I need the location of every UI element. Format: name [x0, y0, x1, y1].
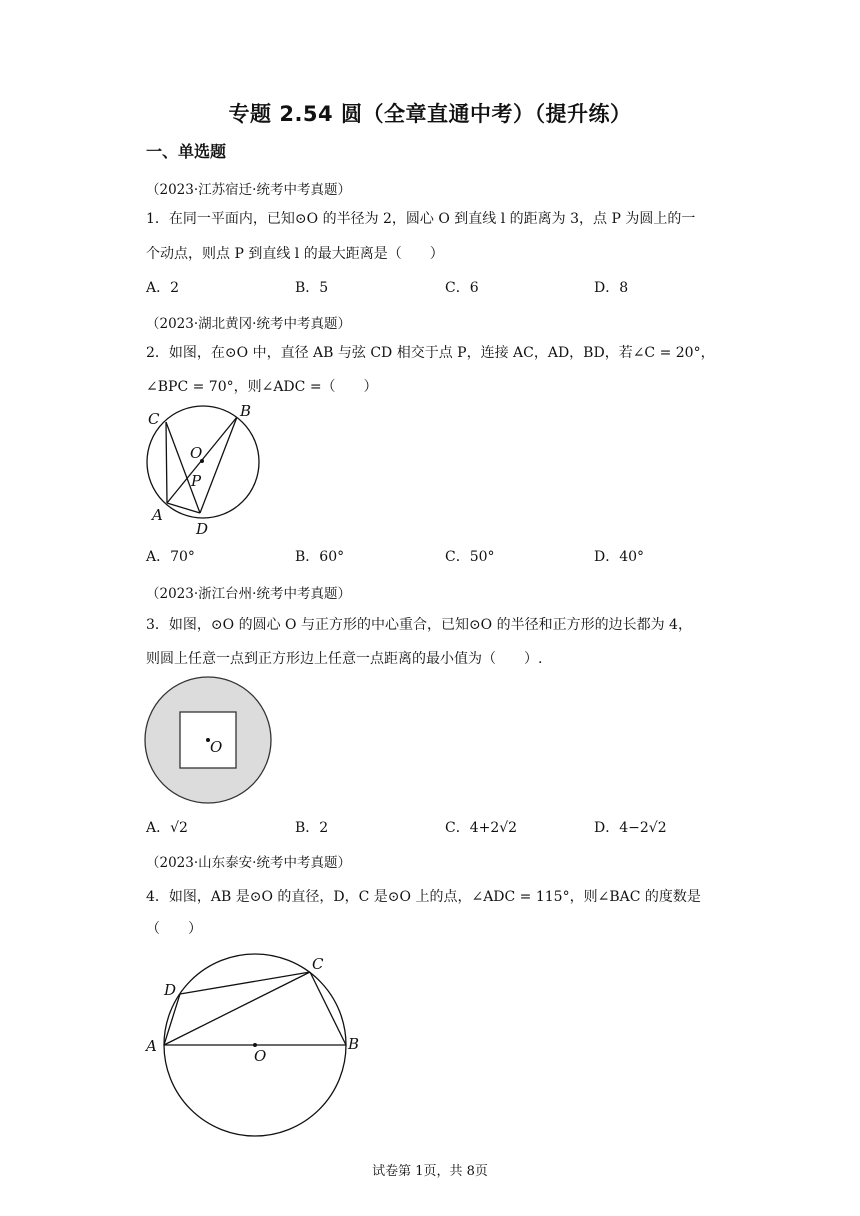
section-heading: 一、单选题 — [146, 142, 227, 161]
question-2-option-d[interactable]: D．40° — [594, 549, 645, 565]
question-1-source: （2023·江苏宿迁·统考中考真题） — [146, 182, 351, 198]
segment-cd — [166, 422, 203, 513]
question-2-option-c[interactable]: C．50° — [445, 549, 495, 565]
label-b: B — [240, 402, 252, 420]
segment-bd — [200, 417, 237, 513]
question-1-text-line1: 1．在同一平面内，已知⊙O 的半径为 2，圆心 O 到直线 l 的距离为 3，点 P 为圆上的一 — [146, 211, 696, 227]
segment-dc — [180, 972, 310, 994]
question-2-text-line1: 2．如图，在⊙O 中，直径 AB 与弦 CD 相交于点 P，连接 AC，AD，BD，若∠C = 20°， — [146, 345, 715, 361]
label-a: A — [152, 506, 163, 524]
question-4-text-line1: 4．如图，AB 是⊙O 的直径，D，C 是⊙O 上的点，∠ADC = 115°，则∠BAC 的度数是 — [146, 889, 701, 905]
page-footer: 试卷第 1页，共 8页 — [372, 1164, 488, 1179]
question-3-figure — [143, 676, 273, 806]
question-3-option-d[interactable]: D．4−2√2 — [594, 820, 667, 836]
question-3-option-a[interactable]: A．√2 — [146, 820, 188, 836]
segment-ca — [166, 422, 167, 503]
label-c: C — [148, 410, 160, 428]
segment-cb — [310, 972, 346, 1045]
label-o: O — [254, 1047, 267, 1065]
label-p: P — [191, 472, 202, 490]
label-o: O — [190, 444, 203, 462]
question-2-option-b[interactable]: B．60° — [295, 549, 345, 565]
question-1-option-d[interactable]: D．8 — [594, 280, 629, 296]
label-d: D — [164, 981, 177, 999]
question-3-text-line2: 则圆上任意一点到正方形边上任意一点距离的最小值为（ ）. — [146, 651, 543, 667]
question-3-option-c[interactable]: C．4+2√2 — [445, 820, 518, 836]
question-3-source: （2023·浙江台州·统考中考真题） — [146, 586, 351, 602]
question-4-figure — [140, 945, 370, 1145]
question-2-option-a[interactable]: A．70° — [146, 549, 195, 565]
segment-ac — [164, 972, 310, 1045]
segment-ad — [164, 994, 180, 1045]
question-2-text-line2: ∠BPC = 70°，则∠ADC =（ ） — [146, 379, 378, 395]
label-a: A — [146, 1037, 157, 1055]
question-1-option-b[interactable]: B．5 — [295, 280, 329, 296]
page-title: 专题 2.54 圆（全章直通中考）（提升练） — [228, 102, 632, 126]
question-3-text-line1: 3．如图，⊙O 的圆心 O 与正方形的中心重合，已知⊙O 的半径和正方形的边长都为 4， — [146, 617, 692, 633]
question-1-option-c[interactable]: C．6 — [445, 280, 479, 296]
label-c: C — [312, 955, 324, 973]
question-3-option-b[interactable]: B．2 — [295, 820, 329, 836]
question-4-text-line2: （ ） — [146, 921, 202, 937]
question-4-source: （2023·山东泰安·统考中考真题） — [146, 855, 351, 871]
question-2-figure — [140, 400, 270, 540]
label-d: D — [196, 520, 209, 538]
question-1-text-line2: 个动点，则点 P 到直线 l 的最大距离是（ ） — [146, 246, 444, 262]
label-o: O — [210, 738, 223, 756]
question-1-option-a[interactable]: A．2 — [146, 280, 180, 296]
question-2-source: （2023·湖北黄冈·统考中考真题） — [146, 316, 351, 332]
label-b: B — [348, 1035, 360, 1053]
